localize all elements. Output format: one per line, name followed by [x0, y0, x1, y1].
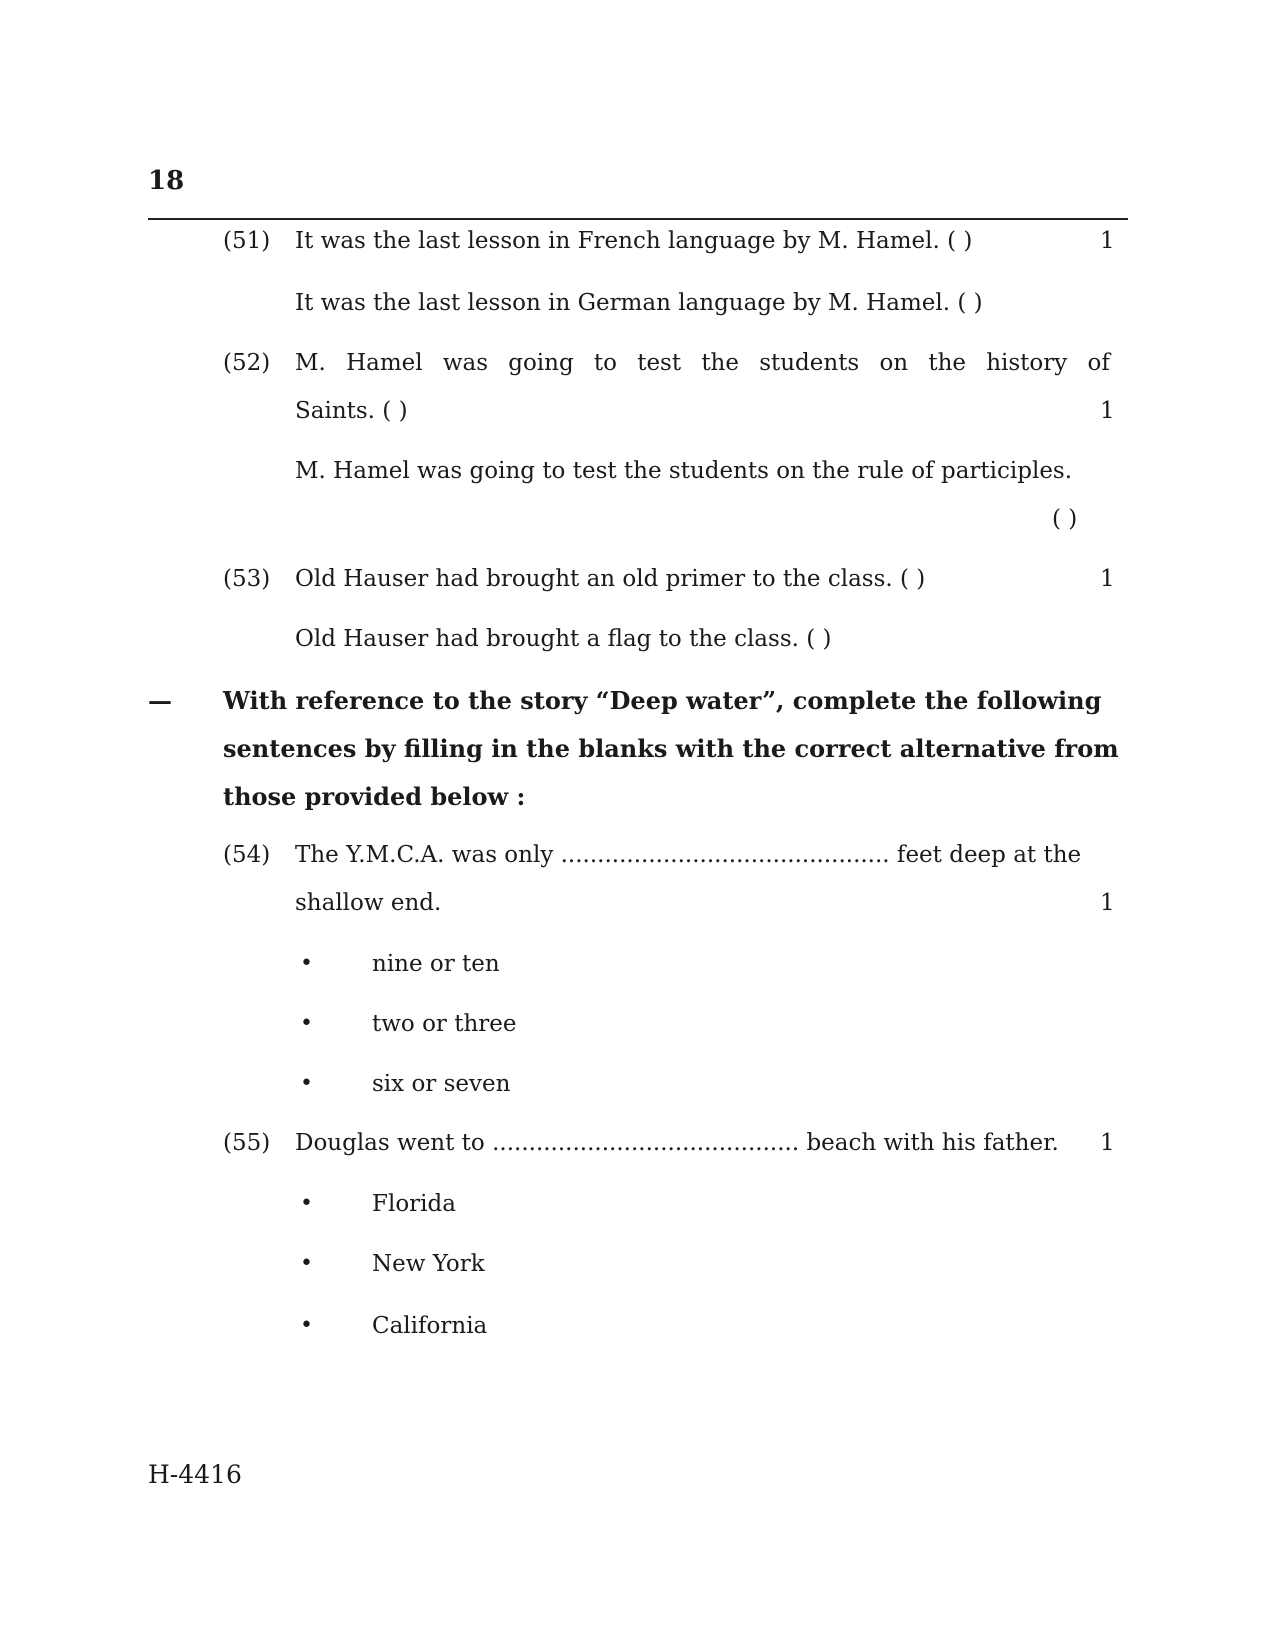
q52-word: students: [759, 350, 860, 376]
q54-sentence-line-2: shallow end.: [295, 890, 442, 916]
q51-statement-2: It was the last lesson in German language by M. Hamel. ( ): [295, 290, 983, 316]
section-instruction-line-1: With reference to the story “Deep water”, complete the following: [223, 686, 1102, 715]
q55-option-3: California: [372, 1313, 488, 1339]
section-dash: —: [148, 686, 172, 715]
q52-word: on: [879, 350, 909, 376]
page-number: 18: [148, 166, 185, 196]
q52-word: history: [986, 350, 1068, 376]
q51-marks: 1: [1100, 228, 1115, 254]
q52-marks: 1: [1100, 398, 1115, 424]
q55-option-1: Florida: [372, 1191, 456, 1217]
q52-word: the: [928, 350, 966, 376]
section-instruction-line-2: sentences by filling in the blanks with the correct alternative from: [223, 734, 1119, 763]
q52-word: Hamel: [346, 350, 423, 376]
q52-word: test: [637, 350, 682, 376]
q52-statement-1-line-2: Saints. ( ): [295, 398, 408, 424]
q53-marks: 1: [1100, 566, 1115, 592]
q54-marks: 1: [1100, 890, 1115, 916]
bullet-icon: •: [300, 1251, 313, 1276]
question-number-55: (55): [223, 1130, 271, 1156]
q54-option-2: two or three: [372, 1011, 517, 1037]
q52-word: was: [442, 350, 489, 376]
q55-marks: 1: [1100, 1130, 1115, 1156]
question-number-52: (52): [223, 350, 271, 376]
paper-code: H-4416: [148, 1460, 242, 1489]
q54-option-3: six or seven: [372, 1071, 511, 1097]
header-rule: [148, 218, 1128, 220]
q52-word: to: [593, 350, 617, 376]
bullet-icon: •: [300, 1313, 313, 1338]
question-number-51: (51): [223, 228, 271, 254]
q53-statement-1: Old Hauser had brought an old primer to the class. ( ): [295, 566, 926, 592]
bullet-icon: •: [300, 1071, 313, 1096]
q52-statement-1-line-1: [295, 350, 1110, 376]
q52-word: the: [701, 350, 739, 376]
q52-statement-2: M. Hamel was going to test the students on the rule of participles.: [295, 458, 1073, 484]
q53-statement-2: Old Hauser had brought a flag to the class. ( ): [295, 626, 832, 652]
q52-word: going: [508, 350, 574, 376]
section-instruction-line-3: those provided below :: [223, 782, 526, 811]
bullet-icon: •: [300, 1011, 313, 1036]
q51-statement-1: It was the last lesson in French language by M. Hamel. ( ): [295, 228, 973, 254]
q54-sentence-line-1: The Y.M.C.A. was only ............................................. feet deep at the: [295, 842, 1082, 868]
q55-sentence: Douglas went to .......................................... beach with his father.: [295, 1130, 1059, 1156]
q52-word: of: [1087, 350, 1110, 376]
q54-option-1: nine or ten: [372, 951, 500, 977]
q52-statement-2-paren: ( ): [1052, 506, 1078, 532]
q52-word: M.: [295, 350, 326, 376]
bullet-icon: •: [300, 951, 313, 976]
q55-option-2: New York: [372, 1251, 485, 1277]
question-number-54: (54): [223, 842, 271, 868]
bullet-icon: •: [300, 1191, 313, 1216]
question-number-53: (53): [223, 566, 271, 592]
